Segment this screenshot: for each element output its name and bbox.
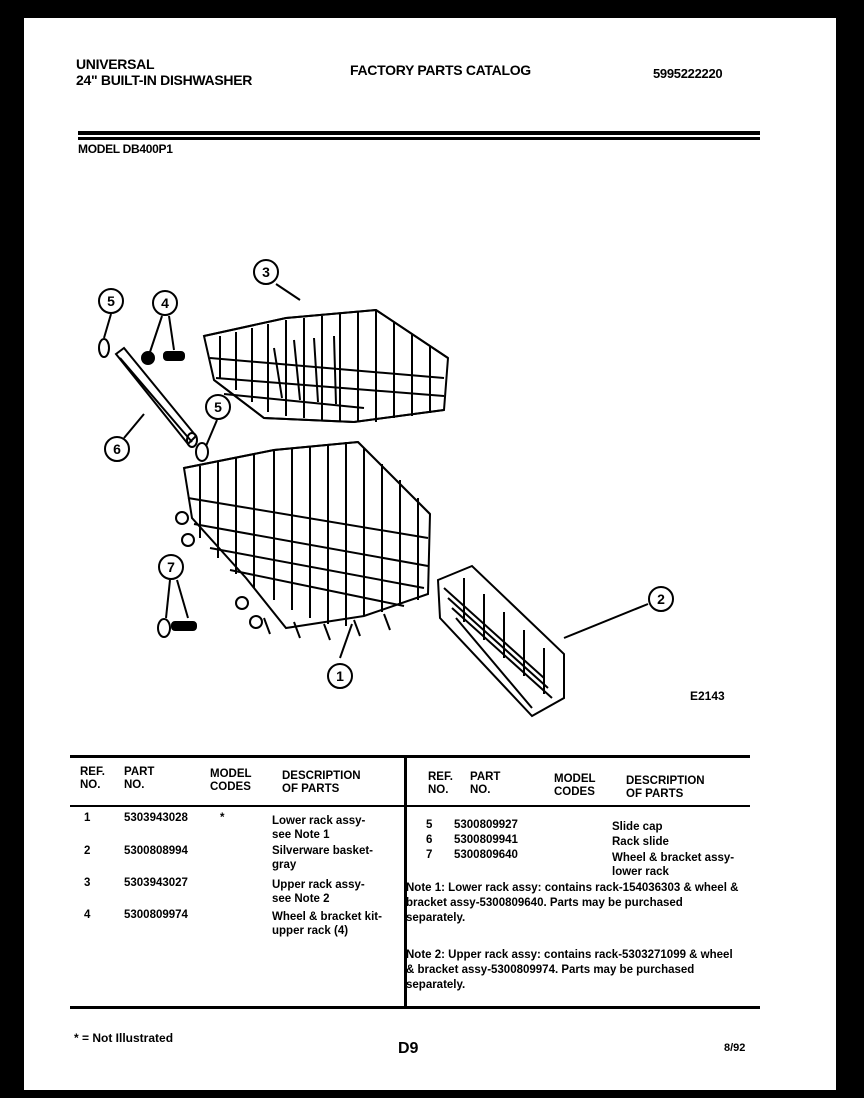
header-ref-no: REF. NO. [80, 766, 105, 791]
row-ref: 6 [426, 834, 433, 846]
callout-7: 7 [158, 554, 184, 580]
row-part-no: 5300809941 [454, 834, 518, 846]
header-part-no: PART NO. [124, 766, 155, 791]
callout-2: 2 [648, 586, 674, 612]
row-ref: 3 [84, 877, 91, 889]
brand-name: UNIVERSAL [76, 56, 155, 72]
page-number: D9 [398, 1040, 419, 1057]
catalog-page [24, 18, 836, 1090]
figure-code: E2143 [690, 689, 725, 703]
row-ref: 7 [426, 849, 433, 861]
table-bottom-rule [70, 1006, 760, 1009]
callout-1: 1 [327, 663, 353, 689]
callout-4: 4 [152, 290, 178, 316]
callout-5: 5 [205, 394, 231, 420]
table-header-rule [70, 805, 750, 807]
not-illustrated-legend: * = Not Illustrated [74, 1031, 174, 1045]
catalog-number: 5995222220 [653, 66, 723, 81]
header-model-codes: MODEL CODES [554, 773, 596, 798]
row-ref: 1 [84, 812, 91, 824]
row-ref: 4 [84, 909, 91, 921]
row-part-no: 5303943028 [124, 812, 188, 824]
row-ref: 5 [426, 819, 433, 831]
lower-rack-drawing [176, 442, 430, 640]
row-description: Upper rack assy- see Note 2 [272, 879, 365, 905]
row-description: Wheel & bracket kit- upper rack (4) [272, 911, 382, 937]
header-part-no: PART NO. [470, 771, 501, 796]
row-model-code: * [220, 812, 225, 824]
header-model-codes: MODEL CODES [210, 768, 252, 793]
callout-3: 3 [253, 259, 279, 285]
callout-5: 5 [98, 288, 124, 314]
silverware-basket-drawing [438, 566, 564, 716]
row-description: Slide cap [612, 821, 663, 833]
header-ref-no: REF. NO. [428, 771, 453, 796]
row-description: Lower rack assy- see Note 1 [272, 815, 366, 841]
header-description: DESCRIPTION OF PARTS [282, 770, 361, 795]
row-description: Silverware basket- gray [272, 845, 374, 871]
slide-cap-drawing [99, 339, 109, 357]
header-description: DESCRIPTION OF PARTS [626, 775, 705, 800]
catalog-title: FACTORY PARTS CATALOG [350, 62, 531, 78]
row-part-no: 5300809927 [454, 819, 518, 831]
row-part-no: 5300808994 [124, 845, 188, 857]
product-name: 24" BUILT-IN DISHWASHER [76, 72, 253, 88]
model-number: MODEL DB400P1 [78, 142, 173, 156]
row-part-no: 5300809640 [454, 849, 518, 861]
row-description: Wheel & bracket assy- lower rack [612, 852, 735, 878]
row-part-no: 5303943027 [124, 877, 188, 889]
note-1: Note 1: Lower rack assy: contains rack-154036303 & wheel & bracket assy-5300809640. Parts may be purchased separately. [406, 882, 739, 924]
table-top-rule [70, 755, 750, 758]
row-part-no: 5300809974 [124, 909, 188, 921]
note-2: Note 2: Upper rack assy: contains rack-5303271099 & wheel & bracket assy-5300809974. Parts may be purchased separately. [406, 949, 733, 991]
row-description: Rack slide [612, 836, 669, 848]
callout-6: 6 [104, 436, 130, 462]
exploded-parts-diagram [24, 18, 836, 738]
revision-date: 8/92 [724, 1042, 746, 1054]
row-ref: 2 [84, 845, 91, 857]
upper-rack-drawing [204, 310, 448, 422]
